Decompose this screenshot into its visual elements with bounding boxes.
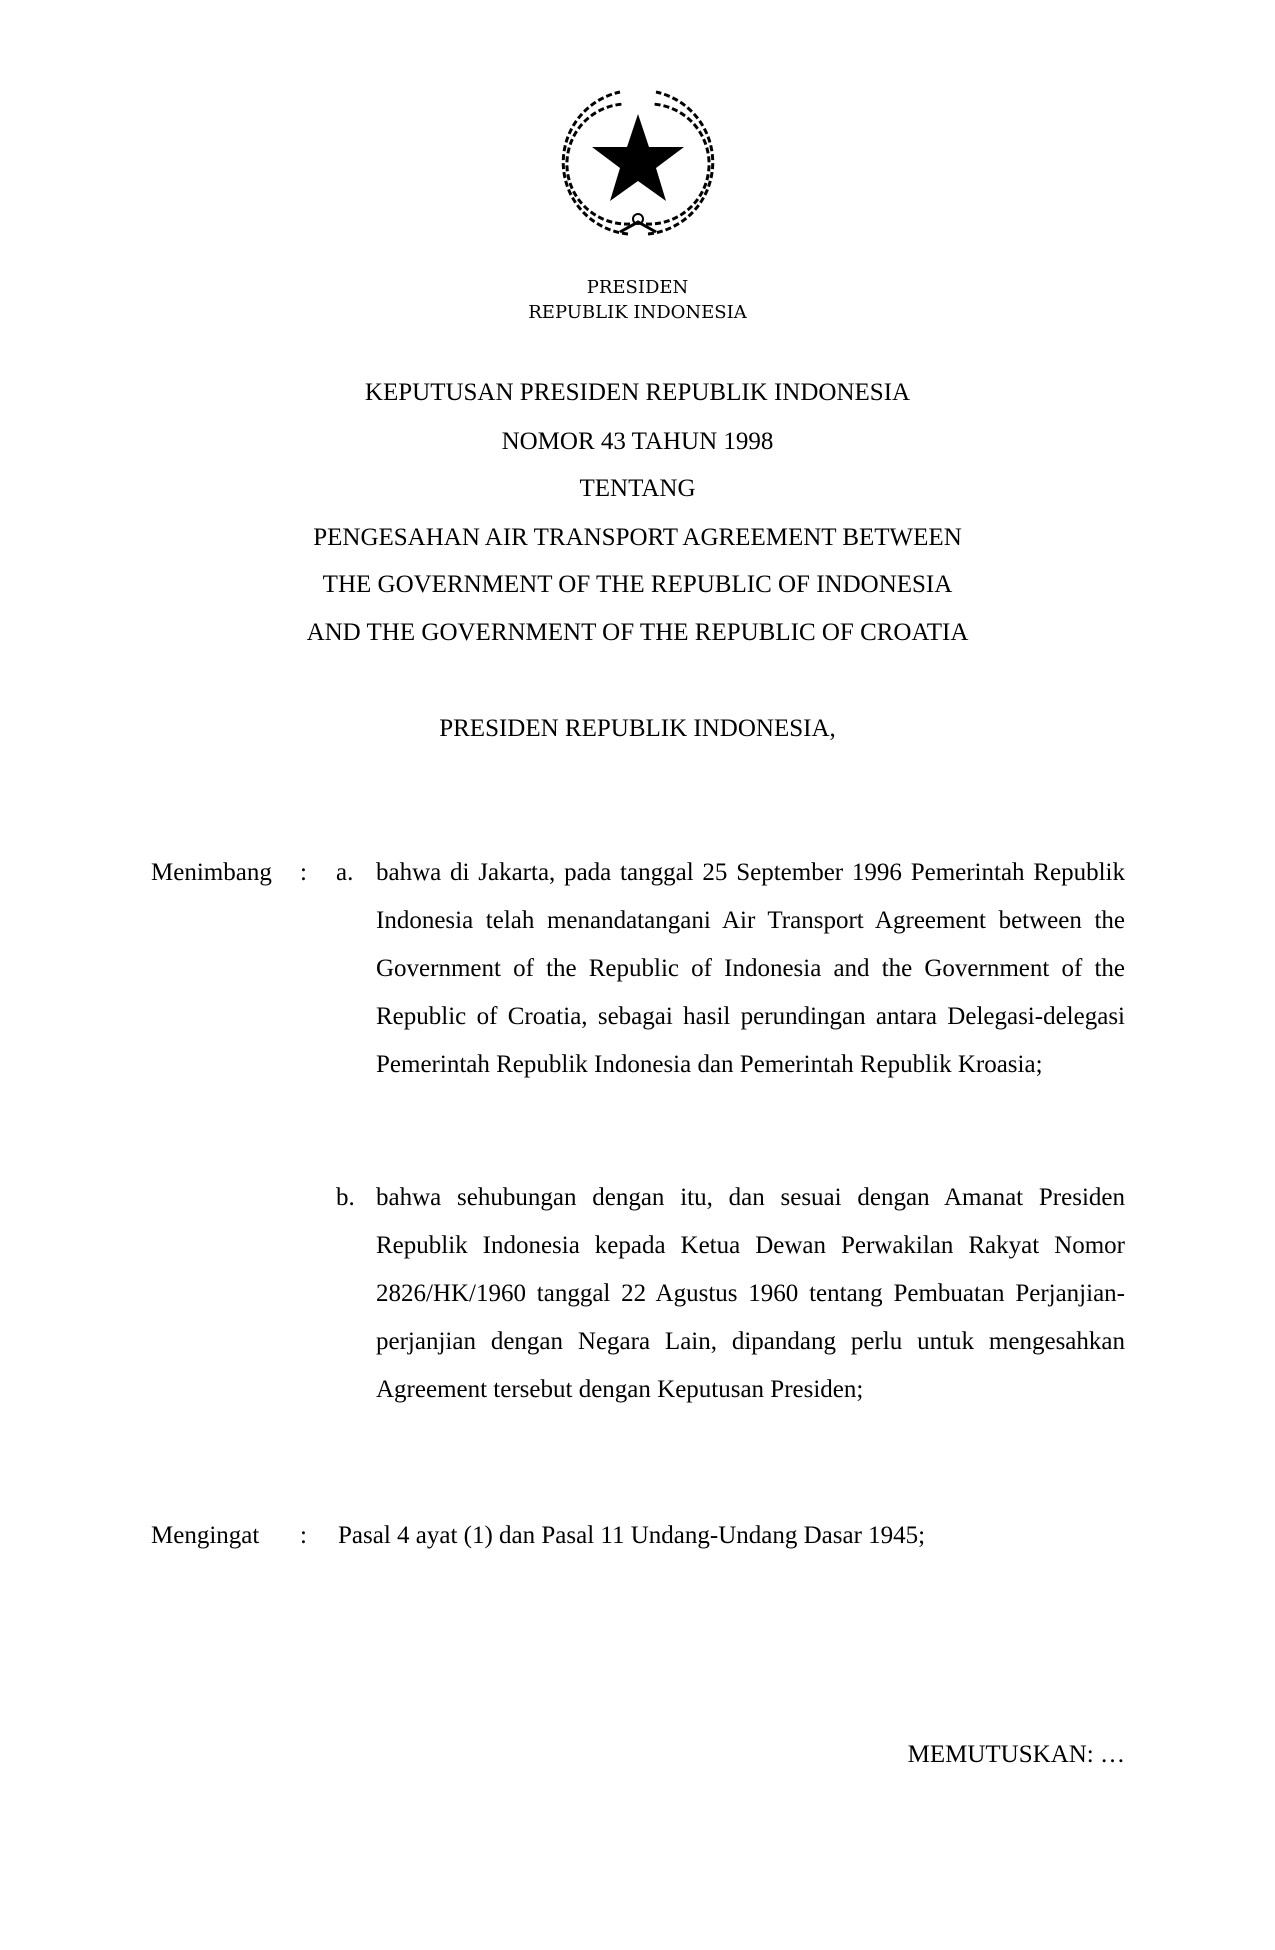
presidential-seal-icon — [558, 84, 718, 242]
authority-line: PRESIDEN REPUBLIK INDONESIA, — [439, 715, 836, 742]
letterhead-subtitle: REPUBLIK INDONESIA — [528, 302, 747, 323]
menimbang-colon: : — [300, 859, 307, 886]
decree-number: NOMOR 43 TAHUN 1998 — [501, 428, 774, 455]
decree-title: KEPUTUSAN PRESIDEN REPUBLIK INDONESIA — [364, 379, 911, 406]
item-a-marker: a. — [336, 859, 354, 886]
decree-tentang: TENTANG — [579, 475, 696, 502]
mengingat-label: Mengingat — [151, 1522, 260, 1549]
decree-subject-line-3: AND THE GOVERNMENT OF THE REPUBLIC OF CROATIA — [306, 619, 969, 646]
mengingat-text: Pasal 4 ayat (1) dan Pasal 11 Undang-Undang Dasar 1945; — [338, 1522, 926, 1549]
continuation-marker: MEMUTUSKAN: … — [907, 1741, 1125, 1768]
item-b-marker: b. — [336, 1184, 355, 1211]
mengingat-colon: : — [300, 1522, 307, 1549]
decree-subject-line-1: PENGESAHAN AIR TRANSPORT AGREEMENT BETWEEN — [313, 524, 962, 551]
decree-subject-line-2: THE GOVERNMENT OF THE REPUBLIC OF INDONESIA — [322, 571, 953, 598]
letterhead-title: PRESIDEN — [586, 277, 689, 298]
item-b-text: bahwa sehubungan dengan itu, dan sesuai dengan Amanat Presiden Republik Indonesia kepada Ketua Dewan Perwakilan Rakyat Nomor 2826/HK/1960 tanggal 22 Agustus 1960 tentang Pembuatan Perjanjian-perjanjian dengan Negara Lain, dipandang perlu untuk mengesahkan Agreement tersebut dengan Keputusan Presiden; — [376, 1184, 1125, 1403]
item-a-text: bahwa di Jakarta, pada tanggal 25 September 1996 Pemerintah Republik Indonesia telah menandatangani Air Transport Agreement between the Government of the Republic of Indonesia and the Government of the Republic of Croatia, sebagai hasil perundingan antara Delegasi-delegasi Pemerintah Republik Indonesia dan Pemerintah Republik Kroasia; — [376, 859, 1125, 1078]
menimbang-label: Menimbang — [151, 859, 272, 886]
